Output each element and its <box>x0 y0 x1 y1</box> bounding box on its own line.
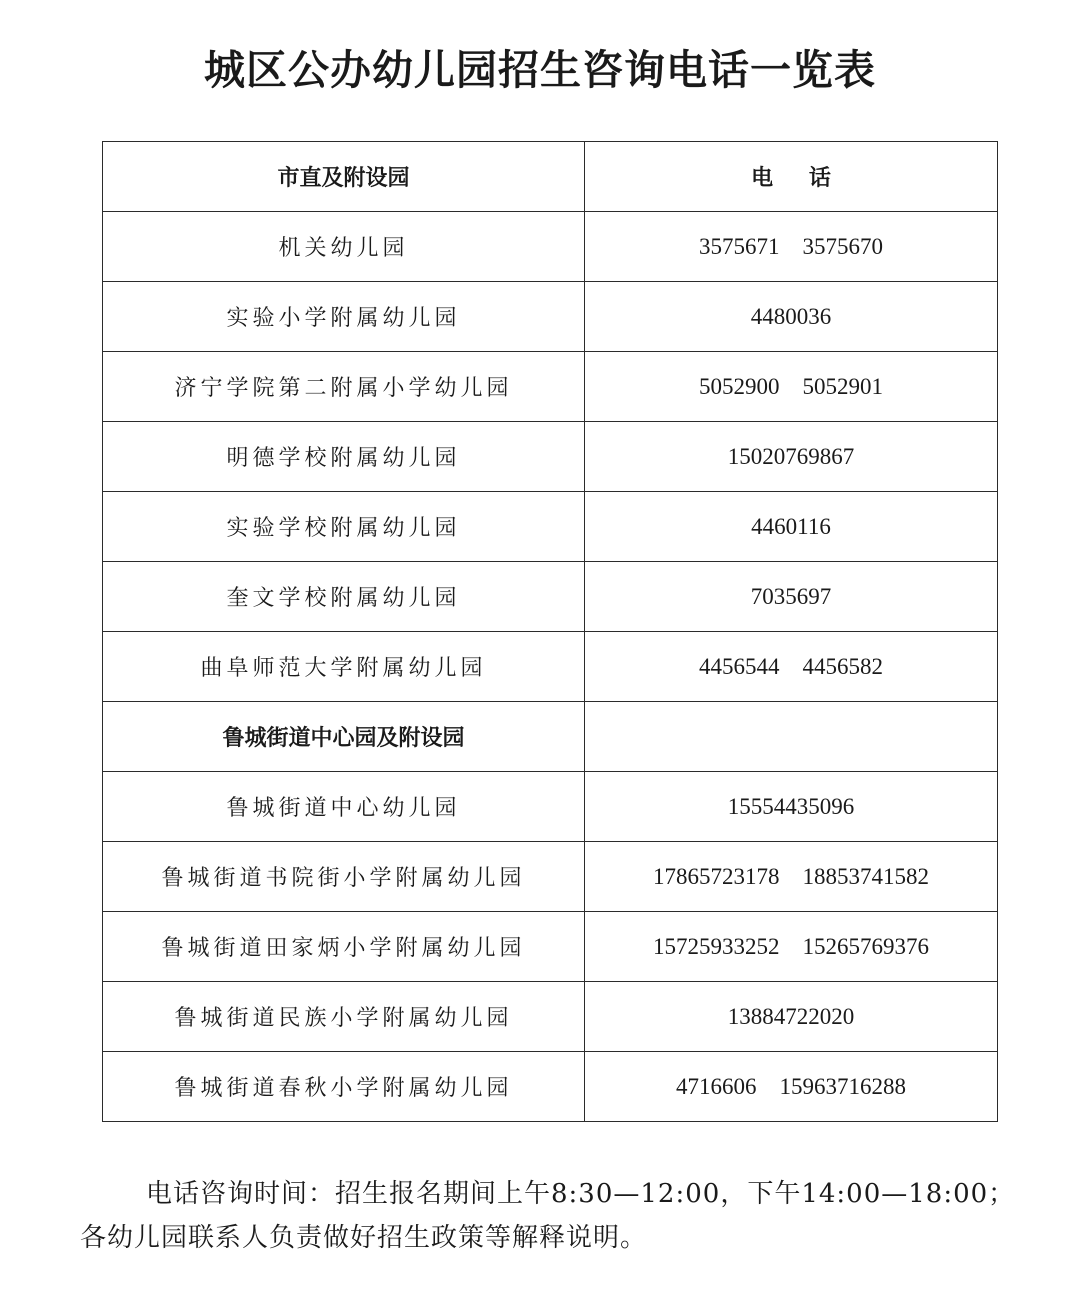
phone-number: 5052900 5052901 <box>585 352 998 422</box>
phone-number: 13884722020 <box>585 982 998 1052</box>
section-header-row <box>103 702 998 772</box>
table-row <box>103 912 998 982</box>
table-row <box>103 422 998 492</box>
table-row <box>103 1052 998 1122</box>
kindergarten-name: 机关幼儿园 <box>103 212 585 282</box>
kindergarten-name: 济宁学院第二附属小学幼儿园 <box>103 352 585 422</box>
phone-number: 15020769867 <box>585 422 998 492</box>
header-phone: 电 话 <box>585 142 998 212</box>
kindergarten-name: 奎文学校附属幼儿园 <box>103 562 585 632</box>
phone-number: 17865723178 18853741582 <box>585 842 998 912</box>
phone-number: 15725933252 15265769376 <box>585 912 998 982</box>
header-kindergarten: 市直及附设园 <box>103 142 585 212</box>
kindergarten-name: 鲁城街道书院街小学附属幼儿园 <box>103 842 585 912</box>
kindergarten-name: 鲁城街道民族小学附属幼儿园 <box>103 982 585 1052</box>
kindergarten-name: 实验学校附属幼儿园 <box>103 492 585 562</box>
table-row <box>103 492 998 562</box>
table-row <box>103 212 998 282</box>
phone-number: 3575671 3575670 <box>585 212 998 282</box>
table-row <box>103 982 998 1052</box>
table-row <box>103 352 998 422</box>
phone-number: 15554435096 <box>585 772 998 842</box>
table-row <box>103 632 998 702</box>
kindergarten-name: 曲阜师范大学附属幼儿园 <box>103 632 585 702</box>
consultation-hours-note: 电话咨询时间：招生报名期间上午8:30—12:00，下午14:00—18:00；各幼儿园联系人负责做好招生政策等解释说明。 <box>80 1179 1016 1253</box>
phone-number: 4460116 <box>585 492 998 562</box>
table-row <box>103 562 998 632</box>
section-header-empty-cell <box>585 702 998 772</box>
kindergarten-name: 鲁城街道田家炳小学附属幼儿园 <box>103 912 585 982</box>
kindergarten-name: 鲁城街道春秋小学附属幼儿园 <box>103 1052 585 1122</box>
phone-number: 4716606 15963716288 <box>585 1052 998 1122</box>
phone-table <box>102 141 998 1122</box>
phone-number: 4456544 4456582 <box>585 632 998 702</box>
page-title: 城区公办幼儿园招生咨询电话一览表 <box>204 46 876 94</box>
table-row <box>103 772 998 842</box>
kindergarten-name: 明德学校附属幼儿园 <box>103 422 585 492</box>
phone-number: 4480036 <box>585 282 998 352</box>
table-row <box>103 282 998 352</box>
table-header-row <box>103 142 998 212</box>
table-row <box>103 842 998 912</box>
kindergarten-name: 实验小学附属幼儿园 <box>103 282 585 352</box>
section-header-lucheng: 鲁城街道中心园及附设园 <box>103 702 585 772</box>
phone-number: 7035697 <box>585 562 998 632</box>
kindergarten-name: 鲁城街道中心幼儿园 <box>103 772 585 842</box>
